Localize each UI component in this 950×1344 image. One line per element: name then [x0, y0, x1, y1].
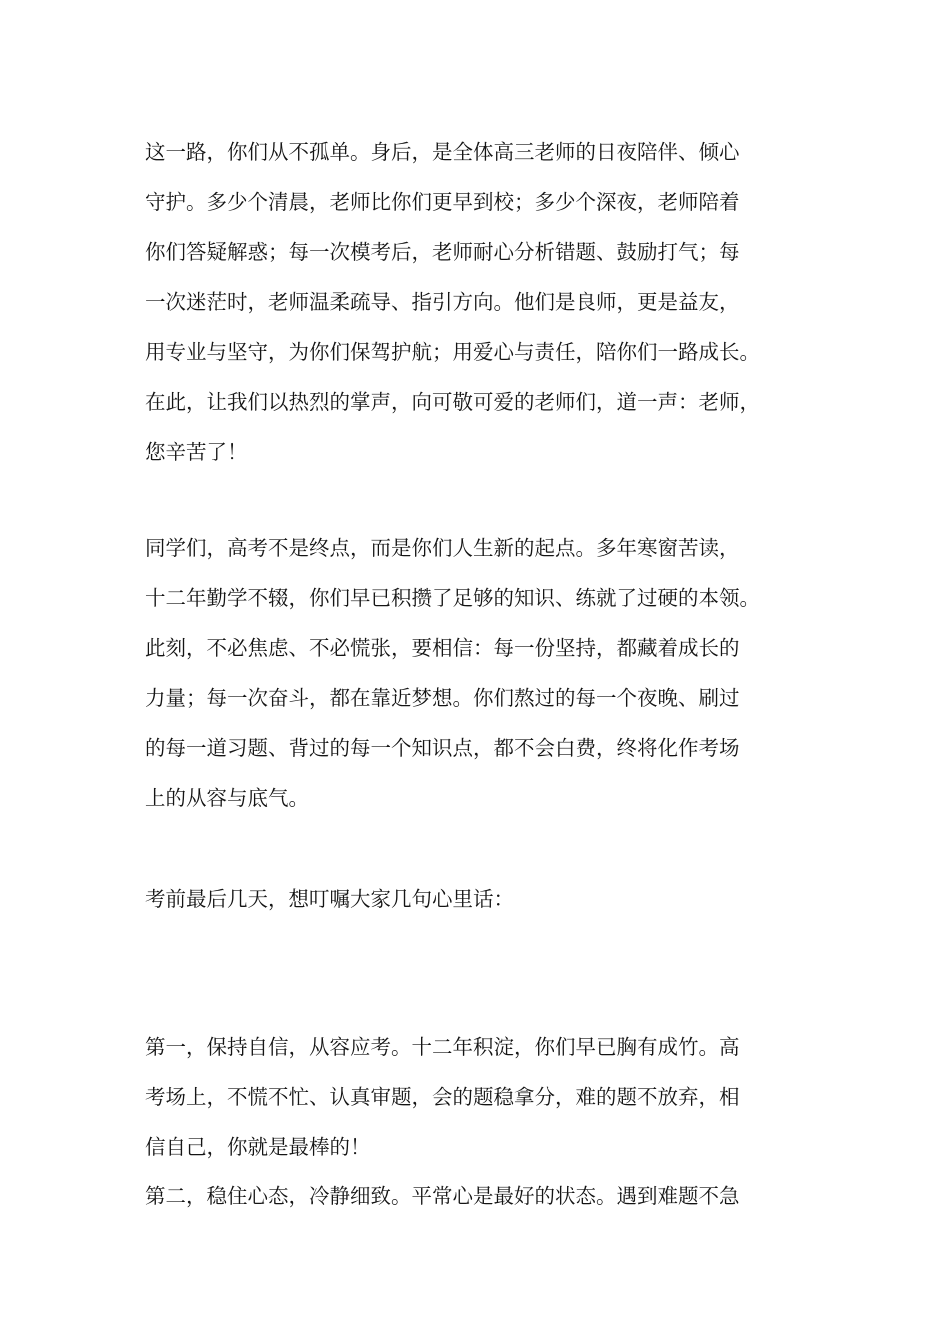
text-line: 这一路，你们从不孤单。身后，是全体高三老师的日夜陪伴、倾心 — [145, 140, 740, 164]
text-line: 第一，保持自信，从容应考。十二年积淀，你们早已胸有成竹。高 — [145, 1035, 740, 1059]
paragraph-new-starting-point — [145, 523, 815, 823]
text-line: 守护。多少个清晨，老师比你们更早到校；多少个深夜，老师陪着 — [145, 190, 740, 214]
paragraph-point-one — [145, 1022, 815, 1172]
text-line: 一次迷茫时，老师温柔疏导、指引方向。他们是良师，更是益友， — [145, 290, 740, 314]
text-line: 同学们，高考不是终点，而是你们人生新的起点。多年寒窗苦读， — [145, 536, 740, 560]
text-line: 上的从容与底气。 — [145, 786, 309, 810]
paragraph-point-two — [145, 1171, 815, 1221]
text-line: 在此，让我们以热烈的掌声，向可敬可爱的老师们，道一声：老师， — [145, 390, 760, 414]
paragraph-teachers-thanks — [145, 127, 815, 477]
text-line: 信自己，你就是最棒的！ — [145, 1135, 371, 1159]
text-line: 您辛苦了！ — [145, 440, 248, 464]
text-line: 十二年勤学不辍，你们早已积攒了足够的知识、练就了过硬的本领。 — [145, 586, 760, 610]
text-line: 你们答疑解惑；每一次模考后，老师耐心分析错题、鼓励打气；每 — [145, 240, 740, 264]
paragraph-final-words-intro — [145, 874, 815, 924]
text-line: 力量；每一次奋斗，都在靠近梦想。你们熬过的每一个夜晚、刷过 — [145, 686, 740, 710]
text-line: 考场上，不慌不忙、认真审题，会的题稳拿分，难的题不放弃，相 — [145, 1085, 740, 1109]
text-line: 此刻，不必焦虑、不必慌张，要相信：每一份坚持，都藏着成长的 — [145, 636, 740, 660]
text-line: 考前最后几天，想叮嘱大家几句心里话： — [145, 887, 514, 911]
text-line: 第二，稳住心态，冷静细致。平常心是最好的状态。遇到难题不急 — [145, 1184, 740, 1208]
text-line: 用专业与坚守，为你们保驾护航；用爱心与责任，陪你们一路成长。 — [145, 340, 760, 364]
text-line: 的每一道习题、背过的每一个知识点，都不会白费，终将化作考场 — [145, 736, 740, 760]
